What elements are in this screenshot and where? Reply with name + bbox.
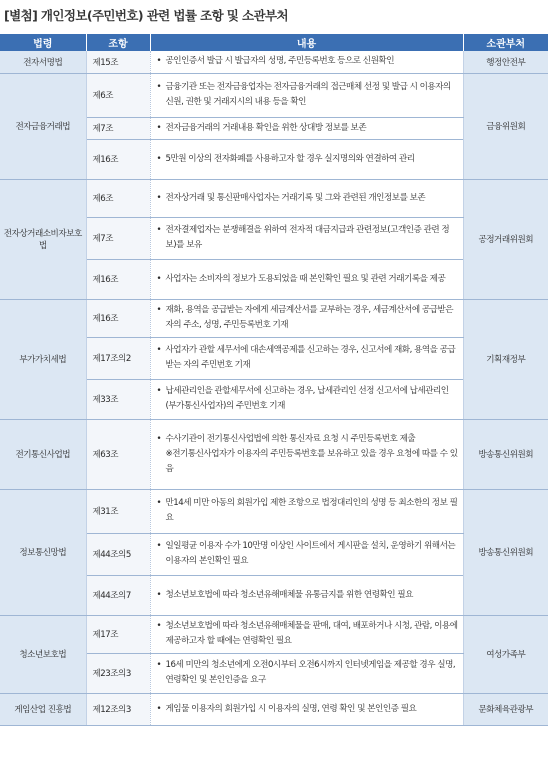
content-cell: [150, 533, 463, 575]
content-bullet: [157, 223, 459, 253]
bullet-icon: •: [156, 122, 162, 133]
content-text: 금융기관 또는 전자금융업자는 전자금융거래의 접근매체 선정 및 발급 시 이용자의 신원, 권한 및 거래지시의 내용 등을 확인: [165, 82, 451, 107]
law-name: 부가가치세법: [0, 299, 86, 419]
bullet-icon: •: [156, 433, 162, 444]
table-row: [0, 489, 548, 533]
bullet-icon: •: [156, 498, 162, 508]
department-name: 금융위원회: [463, 73, 548, 179]
content-text: 청소년보호법에 따라 청소년유해매체물 유통금지를 위한 연령확인 필요: [165, 589, 413, 600]
article-number: 제6조: [86, 73, 150, 117]
article-number: 제17조의2: [86, 337, 150, 379]
table-body: [0, 51, 548, 725]
content-text: 수사기관이 전기통신사업법에 의한 통신자료 요청 시 주민등록번호 제출: [165, 433, 416, 444]
article-number: 제7조: [86, 217, 150, 259]
department-name: 문화체육관광부: [463, 693, 548, 725]
content-text: 재화, 용역을 공급받는 자에게 세금계산서를 교부하는 경우, 세금계산서에 공급받은 자의 주소, 성명, 주민등록번호 기재: [165, 305, 454, 330]
content-cell: [150, 179, 463, 217]
bullet-icon: •: [156, 621, 162, 631]
header-article: 조항: [86, 34, 150, 51]
article-number: 제33조: [86, 379, 150, 419]
article-number: 제16조: [86, 299, 150, 337]
table-row: [0, 73, 548, 117]
content-bullet: [157, 121, 459, 136]
law-name: 전자서명법: [0, 51, 86, 73]
content-bullet: [157, 343, 459, 373]
content-bullet: [157, 152, 459, 167]
article-number: 제17조: [86, 615, 150, 653]
department-name: 기획재정부: [463, 299, 548, 419]
content-bullet: [157, 658, 459, 688]
bullet-icon: •: [156, 660, 162, 670]
content-text: 전자상거래 및 통신판매사업자는 거래기록 및 그와 관련된 개인정보를 보존: [165, 192, 426, 203]
content-note: ※전기통신사업자가 이용자의 주민등록번호를 보유하고 있을 경우 요청에 따를 수 있음: [165, 448, 458, 474]
table-header: [0, 34, 548, 51]
bullet-icon: •: [156, 386, 162, 396]
content-cell: [150, 379, 463, 419]
content-text: 16세 미만의 청소년에게 오전0시부터 오전6시까지 인터넷게임을 제공할 경우 실명, 연령확인 및 본인인증을 요구: [165, 660, 456, 685]
article-number: 제16조: [86, 139, 150, 179]
content-text: 사업자가 관할 세무서에 대손세액공제를 신고하는 경우, 신고서에 재화, 용역을 공급받는 자의 주민번호 기재: [165, 345, 456, 370]
law-name: 전자상거래소비자보호법: [0, 179, 86, 299]
content-bullet: [157, 272, 459, 287]
content-bullet: [157, 303, 459, 333]
law-name: 전기통신사업법: [0, 419, 86, 489]
law-name: 정보통신망법: [0, 489, 86, 615]
content-bullet: [157, 432, 459, 447]
content-text: 납세관리인을 관할세무서에 신고하는 경우, 납세관리인 선정 신고서에 납세관리인(부가통신사업자)의 주민번호 기재: [165, 386, 449, 411]
law-name: 청소년보호법: [0, 615, 86, 693]
law-table-container: [0, 34, 548, 726]
content-cell: [150, 139, 463, 179]
header-content: 내용: [150, 34, 463, 51]
article-number: 제31조: [86, 489, 150, 533]
table-row: [0, 419, 548, 489]
content-cell: [150, 259, 463, 299]
article-number: 제44조의7: [86, 575, 150, 615]
content-text: 만14세 미만 아동의 회원가입 제한 조항으로 법정대리인의 성명 등 최소한의 정보 필요: [165, 498, 458, 523]
law-name: 전자금융거래법: [0, 73, 86, 179]
bullet-icon: •: [156, 345, 162, 355]
content-cell: [150, 217, 463, 259]
bullet-icon: •: [156, 56, 162, 67]
table-row: [0, 299, 548, 337]
bullet-icon: •: [156, 541, 162, 551]
content-cell: [150, 693, 463, 725]
article-number: 제12조의3: [86, 693, 150, 725]
bullet-icon: •: [156, 82, 162, 92]
content-bullet: [157, 80, 459, 110]
content-bullet: [157, 384, 459, 414]
article-number: 제63조: [86, 419, 150, 489]
content-cell: [150, 73, 463, 117]
department-name: 공정거래위원회: [463, 179, 548, 299]
table-row: [0, 615, 548, 653]
content-text: 전자금융거래의 거래내용 확인을 위한 상대방 정보를 보존: [165, 122, 367, 133]
content-cell: [150, 419, 463, 489]
bullet-icon: •: [156, 192, 162, 203]
content-bullet: [157, 191, 459, 206]
article-number: 제15조: [86, 51, 150, 73]
content-cell: [150, 117, 463, 139]
article-number: 제16조: [86, 259, 150, 299]
content-cell: [150, 489, 463, 533]
content-text: 5만원 이상의 전자화폐를 사용하고자 할 경우 실지명의와 연결하여 관리: [165, 153, 415, 164]
content-cell: [150, 51, 463, 73]
article-number: 제23조의3: [86, 653, 150, 693]
law-table: [0, 34, 548, 726]
department-name: 여성가족부: [463, 615, 548, 693]
content-text: 일일평균 이용자 수가 10만명 이상인 사이트에서 게시판을 설치, 운영하기 위해서는 이용자의 본인확인 필요: [165, 541, 456, 566]
header-law: 법령: [0, 34, 86, 51]
content-bullet: [157, 539, 459, 569]
bullet-icon: •: [156, 703, 162, 714]
table-row: [0, 693, 548, 725]
department-name: 방송통신위원회: [463, 489, 548, 615]
page-title: [별첨] 개인정보(주민번호) 관련 법률 조항 및 소관부처: [4, 8, 288, 23]
bullet-icon: •: [156, 153, 162, 164]
content-text: 전자결제업자는 분쟁해결을 위하여 전자적 대금지급과 관련정보(고객인증 관련 정보)를 보유: [165, 225, 450, 250]
header-department: 소관부처: [463, 34, 548, 51]
table-row: [0, 179, 548, 217]
content-cell: [150, 575, 463, 615]
department-name: 방송통신위원회: [463, 419, 548, 489]
article-number: 제44조의5: [86, 533, 150, 575]
content-text: 게임물 이용자의 회원가입 시 이용자의 실명, 연령 확인 및 본인인증 필요: [165, 703, 417, 714]
content-cell: [150, 615, 463, 653]
content-text: 청소년보호법에 따라 청소년유해매체물을 판매, 대여, 배포하거나 시청, 관람, 이용에 제공하고자 할 때에는 연령확인 필요: [165, 621, 458, 646]
content-bullet: [157, 619, 459, 649]
content-text: 사업자는 소비자의 정보가 도용되었을 때 본인확인 필요 및 관련 거래기록을 제공: [165, 273, 446, 284]
content-bullet: [157, 54, 459, 69]
bullet-icon: •: [156, 225, 162, 235]
content-bullet: [157, 702, 459, 717]
content-cell: [150, 299, 463, 337]
department-name: 행정안전부: [463, 51, 548, 73]
content-cell: [150, 653, 463, 693]
content-bullet: [157, 496, 459, 526]
content-text: 공인인증서 발급 시 발급자의 성명, 주민등록번호 등으로 신원확인: [165, 56, 394, 67]
bullet-icon: •: [156, 305, 162, 315]
article-number: 제7조: [86, 117, 150, 139]
table-row: [0, 51, 548, 73]
bullet-icon: •: [156, 273, 162, 284]
article-number: 제6조: [86, 179, 150, 217]
content-bullet: [157, 588, 459, 603]
content-cell: [150, 337, 463, 379]
bullet-icon: •: [156, 589, 162, 600]
law-name: 게임산업 진흥법: [0, 693, 86, 725]
